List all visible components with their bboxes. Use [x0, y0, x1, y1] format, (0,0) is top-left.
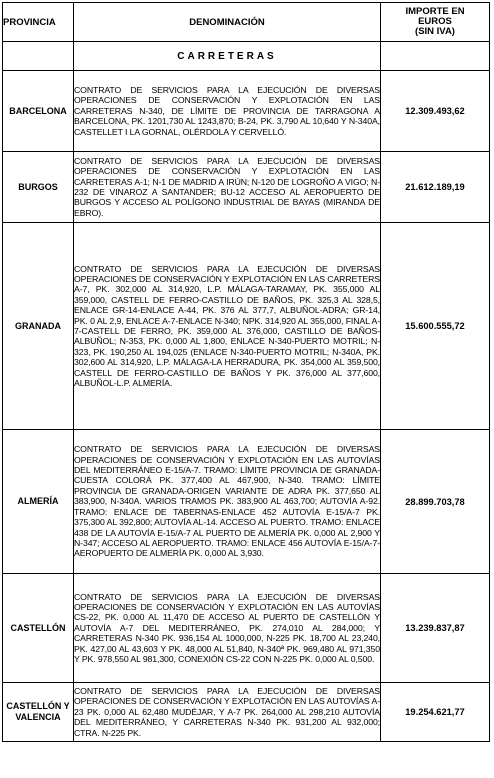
header-importe-line2: EUROS	[418, 16, 452, 27]
provincia-cell: ALMERÍA	[3, 430, 74, 574]
provincia-cell: BARCELONA	[3, 71, 74, 152]
table-row	[3, 683, 490, 742]
table-row	[3, 430, 490, 574]
denominacion-cell: CONTRATO DE SERVICIOS PARA LA EJECUCIÓN DE DIVERSAS OPERACIONES DE CONSERVACIÓN Y EXPLOTACIÓN EN LAS AUTOVÍAS CS-22, PK. 0,000 AL 11,470 DE ACCESO AL PUERTO DE CASTELLÓN Y AUTOVÍA A-7 DEL MEDITERRÁNEO, PK. 274,010 AL 284,000; Y CARRETERAS N-340 PK. 936,154 AL 1000,000, N-225 PK. 18,700 AL 23,240, PK. 427,00 AL 43,603 Y PK. 48,000 AL 51,840, N-340ª PK. 969,480 AL 971,350 Y PK. 978,550 AL 981,300, CONEXIÓN CS-22 CON N-225 PK. 0,000 AL 0,500.	[74, 574, 381, 683]
denominacion-cell: CONTRATO DE SERVICIOS PARA LA EJECUCIÓN DE DIVERSAS OPERACIONES DE CONSERVACIÓN Y EXPLOTACIÓN EN LAS CARRETERS A-7, PK. 302,000 AL 314,920, L.P. MÁLAGA-TARAMAY, PK. 355,000 AL 359,000, CASTELL DE FERRO-CASTILLO DE BAÑOS, PK. 325,3 AL 328,5, ENLACE GR-14-ENLACE A-44, PK. 376 AL 377,7, ALBUÑOL-ADRA; GR-14, PK. 0 AL 2,9, ENLACE A-7-ENLACE N-340; NPK. 314,920 AL 355,000, FINAL A-7-CASTELL DE FERRO, PK. 359,000 AL 376,000, CASTILLO DE BAÑOS-ALBUÑOL; N-353, PK. 0,000 AL 1,800, ENLACE N-340-PUERTO MOTRIL; N-323, PK. 190,250 AL 194,025 (ENLACE N-340-PUERTO MOTRIL; N-340A, PK. 302,600 AL 314,920, L.P. MÁLAGA-LA HERRADURA, PK. 354,000 AL 359,500, CASTELL DE FERRO-CASTILLO DE BAÑOS Y PK. 376,000 AL 377,600, ALBUÑOL-L.P. ALMERÍA.	[74, 223, 381, 430]
table-header	[3, 3, 490, 42]
importe-cell: 19.254.621,77	[381, 683, 490, 742]
header-importe-line1: IMPORTE EN	[405, 6, 465, 17]
importe-cell: 15.600.555,72	[381, 223, 490, 430]
section-blank-cell	[381, 42, 490, 71]
provincia-cell: CASTELLÓN Y VALENCIA	[3, 683, 74, 742]
provincia-cell: GRANADA	[3, 223, 74, 430]
importe-cell: 21.612.189,19	[381, 152, 490, 223]
importe-cell: 13.239.837,87	[381, 574, 490, 683]
contracts-table	[2, 2, 490, 742]
section-blank-cell	[3, 42, 74, 71]
importe-cell: 28.899.703,78	[381, 430, 490, 574]
table-row	[3, 574, 490, 683]
header-provincia: PROVINCIA	[3, 3, 74, 42]
header-importe	[381, 3, 490, 42]
provincia-cell: BURGOS	[3, 152, 74, 223]
table-row	[3, 152, 490, 223]
denominacion-cell: CONTRATO DE SERVICIOS PARA LA EJECUCIÓN DE DIVERSAS OPERACIONES DE CONSERVACIÓN Y EXPLOTACIÓN EN LAS CARRETERAS A-1; N-1 DE MADRID A IRÚN; N-120 DE LOGROÑO A VIGO; N-232 DE VINAROZ A SANTANDER; BU-12 ACCESO AL AEROPUERTO DE BURGOS Y ACCESO AL POLÍGONO INDUSTRIAL DE BAYAS (MIRANDA DE EBRO).	[74, 152, 381, 223]
header-denominacion: DENOMINACIÓN	[74, 3, 381, 42]
header-importe-line3: (SIN IVA)	[415, 26, 455, 37]
table-row	[3, 223, 490, 430]
denominacion-cell: CONTRATO DE SERVICIOS PARA LA EJECUCIÓN DE DIVERSAS OPERACIONES DE CONSERVACIÓN Y EXPLOTACIÓN EN LAS CARRETERAS N-340, DE LÍMITE DE PROVINCIA DE TARRAGONA A BARCELONA, PK. 1201,730 AL 1243,870; B-24, PK. 3,790 AL 10,640 Y N-340A, CASTELLET I LA GORNAL, OLÉRDOLA Y CERVELLÓ.	[74, 71, 381, 152]
section-row	[3, 42, 490, 71]
section-title: CARRETERAS	[74, 42, 381, 71]
denominacion-cell: CONTRATO DE SERVICIOS PARA LA EJECUCIÓN DE DIVERSAS OPERACIONES DE CONSERVACIÓN Y EXPLOTACIÓN EN LAS AUTOVÍAS DEL MEDITERRÁNEO E-15/A-7. TRAMO: LÍMITE PROVINCIA DE GRANADA-CUESTA COLORÁ PK. 377,400 AL 467,900, N-340. TRAMO: LÍMITE PROVINCIA DE GRANADA-ORIGEN VARIANTE DE ADRA PK. 377,650 AL 383,900, N-340A. VARIOS TRAMOS PK. 383,900 AL 463,700; AUTOVÍA A-92. TRAMO: ENLACE DE TABERNAS-ENLACE 452 AUTOVÍA E-15/A-7 PK. 375,300 AL 392,800; AUTOVÍA AL-14. ACCESO AL PUERTO. TRAMO: ENLACE 438 DE LA AUTOVÍA E-15/A-7 AL PUERTO DE ALMERÍA PK. 0,000 AL 2,900 Y N-347; ACCESO AL AEROPUERTO. TRAMO: ENLACE 456 AUTOVÍA E-15/A-7-AEROPUERTO DE ALMERÍA PK. 0,000 AL 3,930.	[74, 430, 381, 574]
importe-cell: 12.309.493,62	[381, 71, 490, 152]
provincia-cell: CASTELLÓN	[3, 574, 74, 683]
table-row	[3, 71, 490, 152]
denominacion-cell: CONTRATO DE SERVICIOS PARA LA EJECUCIÓN DE DIVERSAS OPERACIONES DE CONSERVACIÓN Y EXPLOTACIÓN EN LAS AUTOVÍAS A-23 PK. 0,000 AL 62,480 MUDÉJAR, Y A-7 PK. 264,000 AL 298,210 AUTOVÍA DEL MEDITERRÁNEO, Y CARRETERAS N-340 PK. 931,200 AL 932,000; CTRA. N-225 PK.	[74, 683, 381, 742]
